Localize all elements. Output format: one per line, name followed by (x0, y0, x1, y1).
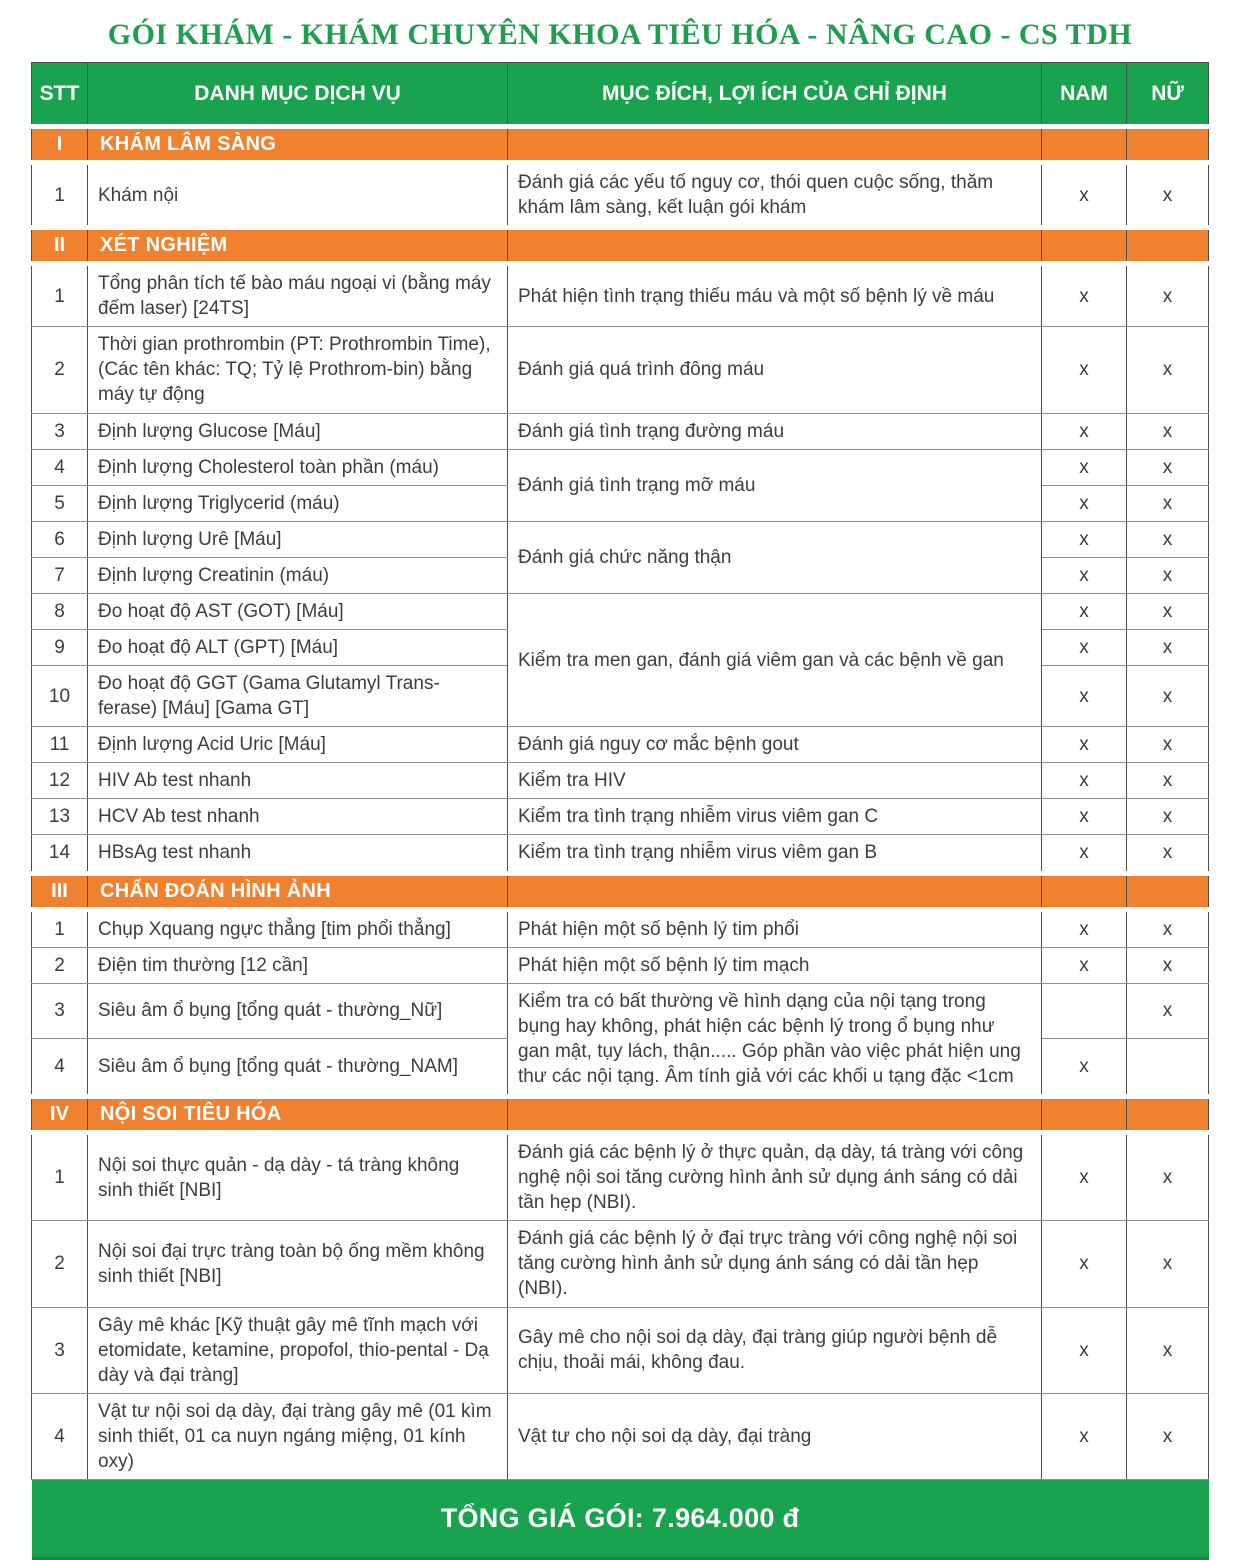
table-row (32, 727, 1209, 763)
service-name: Đo hoạt độ GGT (Gama Glutamyl Trans-ferase) [Máu] [Gama GT] (88, 666, 508, 727)
row-number: 9 (32, 630, 88, 666)
service-purpose: Đánh giá các bệnh lý ở đại trực tràng với công nghệ nội soi tăng cường hình ảnh sử dụng ánh sáng có dải tần hẹp (NBI). (508, 1221, 1042, 1307)
section-numeral: IV (32, 1097, 88, 1133)
service-name: HBsAg test nhanh (88, 835, 508, 873)
package-table (31, 62, 1209, 1480)
service-name: Điện tim thường [12 cần] (88, 947, 508, 983)
row-number: 1 (32, 163, 88, 228)
female-mark: x (1127, 835, 1209, 873)
table-row (32, 799, 1209, 835)
total-price-label: TỔNG GIÁ GÓI: 7.964.000 đ (440, 1502, 800, 1533)
section-spacer-female (1127, 873, 1209, 909)
section-title: CHẨN ĐOÁN HÌNH ẢNH (88, 873, 508, 909)
service-name: Định lượng Triglycerid (máu) (88, 485, 508, 521)
section-numeral: I (32, 127, 88, 163)
male-mark: x (1042, 727, 1127, 763)
female-mark: x (1127, 557, 1209, 593)
female-mark: x (1127, 163, 1209, 228)
female-mark: x (1127, 1307, 1209, 1393)
female-mark: x (1127, 1133, 1209, 1221)
row-number: 7 (32, 557, 88, 593)
female-mark: x (1127, 727, 1209, 763)
section-title: XÉT NGHIỆM (88, 228, 508, 264)
section-row (32, 1097, 1209, 1133)
col-header-male: NAM (1042, 63, 1127, 127)
row-number: 1 (32, 264, 88, 327)
col-header-stt: STT (32, 63, 88, 127)
service-name: HIV Ab test nhanh (88, 763, 508, 799)
female-mark: x (1127, 1393, 1209, 1479)
service-name: Thời gian prothrombin (PT: Prothrombin Time), (Các tên khác: TQ; Tỷ lệ Prothrom-bin) bằng máy tự động (88, 327, 508, 413)
service-purpose: Kiểm tra có bất thường về hình dạng của nội tạng trong bụng hay không, phát hiện các bệnh lý trong ổ bụng như gan mật, tụy lách, thận..... Góp phần vào việc phát hiện ung thư các nội tạng. Âm tính giả với các khối u tạng đặc <1cm (508, 983, 1042, 1096)
col-header-purpose: MỤC ĐÍCH, LỢI ÍCH CỦA CHỈ ĐỊNH (508, 63, 1042, 127)
section-spacer-male (1042, 873, 1127, 909)
service-name: HCV Ab test nhanh (88, 799, 508, 835)
service-purpose: Đánh giá tình trạng mỡ máu (508, 449, 1042, 521)
service-name: Đo hoạt độ AST (GOT) [Máu] (88, 593, 508, 629)
table-row (32, 521, 1209, 557)
female-mark: x (1127, 485, 1209, 521)
service-name: Định lượng Glucose [Máu] (88, 413, 508, 449)
male-mark: x (1042, 327, 1127, 413)
male-mark: x (1042, 909, 1127, 947)
row-number: 11 (32, 727, 88, 763)
row-number: 2 (32, 1221, 88, 1307)
section-title: NỘI SOI TIÊU HÓA (88, 1097, 508, 1133)
service-purpose: Vật tư cho nội soi dạ dày, đại tràng (508, 1393, 1042, 1479)
table-row (32, 947, 1209, 983)
male-mark: x (1042, 763, 1127, 799)
service-purpose: Đánh giá nguy cơ mắc bệnh gout (508, 727, 1042, 763)
table-row (32, 909, 1209, 947)
table-row (32, 449, 1209, 485)
section-row (32, 228, 1209, 264)
male-mark: x (1042, 1221, 1127, 1307)
row-number: 2 (32, 947, 88, 983)
service-purpose: Phát hiện tình trạng thiếu máu và một số bệnh lý về máu (508, 264, 1042, 327)
row-number: 14 (32, 835, 88, 873)
row-number: 6 (32, 521, 88, 557)
table-row (32, 1221, 1209, 1307)
service-name: Định lượng Acid Uric [Máu] (88, 727, 508, 763)
col-header-female: NỮ (1127, 63, 1209, 127)
female-mark: x (1127, 521, 1209, 557)
female-mark: x (1127, 264, 1209, 327)
male-mark: x (1042, 1038, 1127, 1096)
row-number: 12 (32, 763, 88, 799)
service-name: Gây mê khác [Kỹ thuật gây mê tĩnh mạch với etomidate, ketamine, propofol, thio-pental - Dạ dày và đại tràng] (88, 1307, 508, 1393)
service-name: Định lượng Creatinin (máu) (88, 557, 508, 593)
row-number: 4 (32, 449, 88, 485)
section-title: KHÁM LÂM SÀNG (88, 127, 508, 163)
male-mark: x (1042, 630, 1127, 666)
table-row (32, 763, 1209, 799)
female-mark: x (1127, 666, 1209, 727)
row-number: 8 (32, 593, 88, 629)
section-spacer-purpose (508, 228, 1042, 264)
table-row (32, 413, 1209, 449)
male-mark: x (1042, 593, 1127, 629)
page-title: GÓI KHÁM - KHÁM CHUYÊN KHOA TIÊU HÓA - NÂNG CAO - CS TDH (107, 18, 1133, 51)
service-purpose: Đánh giá tình trạng đường máu (508, 413, 1042, 449)
section-spacer-female (1127, 228, 1209, 264)
section-spacer-female (1127, 127, 1209, 163)
section-spacer-purpose (508, 1097, 1042, 1133)
section-row (32, 873, 1209, 909)
service-name: Đo hoạt độ ALT (GPT) [Máu] (88, 630, 508, 666)
section-spacer-female (1127, 1097, 1209, 1133)
table-row (32, 327, 1209, 413)
male-mark: x (1042, 264, 1127, 327)
service-name: Định lượng Urê [Máu] (88, 521, 508, 557)
male-mark: x (1042, 1393, 1127, 1479)
male-mark: x (1042, 1307, 1127, 1393)
table-row (32, 593, 1209, 629)
row-number: 1 (32, 1133, 88, 1221)
row-number: 4 (32, 1038, 88, 1096)
row-number: 3 (32, 1307, 88, 1393)
service-purpose: Đánh giá chức năng thận (508, 521, 1042, 593)
section-spacer-purpose (508, 127, 1042, 163)
male-mark: x (1042, 947, 1127, 983)
male-mark: x (1042, 163, 1127, 228)
service-name: Khám nội (88, 163, 508, 228)
female-mark (1127, 1038, 1209, 1096)
service-purpose: Phát hiện một số bệnh lý tim mạch (508, 947, 1042, 983)
col-header-service: DANH MỤC DỊCH VỤ (88, 63, 508, 127)
service-name: Nội soi đại trực tràng toàn bộ ống mềm không sinh thiết [NBI] (88, 1221, 508, 1307)
total-price-bar (32, 1480, 1209, 1560)
service-name: Vật tư nội soi dạ dày, đại tràng gây mê (01 kìm sinh thiết, 01 ca nuyn ngáng miệng, 01 kính oxy) (88, 1393, 508, 1479)
male-mark: x (1042, 449, 1127, 485)
row-number: 3 (32, 983, 88, 1038)
service-purpose: Gây mê cho nội soi dạ dày, đại tràng giúp người bệnh dễ chịu, thoải mái, không đau. (508, 1307, 1042, 1393)
table-row (32, 163, 1209, 228)
row-number: 5 (32, 485, 88, 521)
female-mark: x (1127, 327, 1209, 413)
female-mark: x (1127, 593, 1209, 629)
female-mark: x (1127, 763, 1209, 799)
service-name: Tổng phân tích tế bào máu ngoại vi (bằng máy đếm laser) [24TS] (88, 264, 508, 327)
male-mark: x (1042, 557, 1127, 593)
male-mark: x (1042, 1133, 1127, 1221)
table-row (32, 264, 1209, 327)
male-mark: x (1042, 485, 1127, 521)
section-spacer-purpose (508, 873, 1042, 909)
service-name: Chụp Xquang ngực thẳng [tim phổi thẳng] (88, 909, 508, 947)
female-mark: x (1127, 1221, 1209, 1307)
section-spacer-male (1042, 228, 1127, 264)
male-mark (1042, 983, 1127, 1038)
female-mark: x (1127, 413, 1209, 449)
table-row (32, 983, 1209, 1038)
row-number: 3 (32, 413, 88, 449)
section-numeral: II (32, 228, 88, 264)
female-mark: x (1127, 449, 1209, 485)
service-name: Siêu âm ổ bụng [tổng quát - thường_Nữ] (88, 983, 508, 1038)
row-number: 4 (32, 1393, 88, 1479)
service-name: Định lượng Cholesterol toàn phần (máu) (88, 449, 508, 485)
female-mark: x (1127, 630, 1209, 666)
section-numeral: III (32, 873, 88, 909)
service-name: Siêu âm ổ bụng [tổng quát - thường_NAM] (88, 1038, 508, 1096)
female-mark: x (1127, 983, 1209, 1038)
section-spacer-male (1042, 1097, 1127, 1133)
table-row (32, 1307, 1209, 1393)
service-purpose: Kiểm tra tình trạng nhiễm virus viêm gan B (508, 835, 1042, 873)
table-row (32, 835, 1209, 873)
female-mark: x (1127, 799, 1209, 835)
female-mark: x (1127, 947, 1209, 983)
male-mark: x (1042, 799, 1127, 835)
row-number: 13 (32, 799, 88, 835)
table-row (32, 1133, 1209, 1221)
service-purpose: Đánh giá quá trình đông máu (508, 327, 1042, 413)
service-purpose: Đánh giá các yếu tố nguy cơ, thói quen cuộc sống, thăm khám lâm sàng, kết luận gói khám (508, 163, 1042, 228)
row-number: 2 (32, 327, 88, 413)
service-purpose: Phát hiện một số bệnh lý tim phổi (508, 909, 1042, 947)
female-mark: x (1127, 909, 1209, 947)
male-mark: x (1042, 835, 1127, 873)
table-body (32, 127, 1209, 1480)
row-number: 1 (32, 909, 88, 947)
male-mark: x (1042, 413, 1127, 449)
male-mark: x (1042, 521, 1127, 557)
service-purpose: Kiểm tra tình trạng nhiễm virus viêm gan C (508, 799, 1042, 835)
service-name: Nội soi thực quản - dạ dày - tá tràng không sinh thiết [NBI] (88, 1133, 508, 1221)
row-number: 10 (32, 666, 88, 727)
male-mark: x (1042, 666, 1127, 727)
service-purpose: Đánh giá các bệnh lý ở thực quản, dạ dày, tá tràng với công nghệ nội soi tăng cường hình ảnh sử dụng ánh sáng có dải tần hẹp (NBI). (508, 1133, 1042, 1221)
table-row (32, 1393, 1209, 1479)
service-purpose: Kiểm tra HIV (508, 763, 1042, 799)
table-header-row (32, 63, 1209, 127)
service-purpose: Kiểm tra men gan, đánh giá viêm gan và các bệnh về gan (508, 593, 1042, 726)
section-spacer-male (1042, 127, 1127, 163)
section-row (32, 127, 1209, 163)
